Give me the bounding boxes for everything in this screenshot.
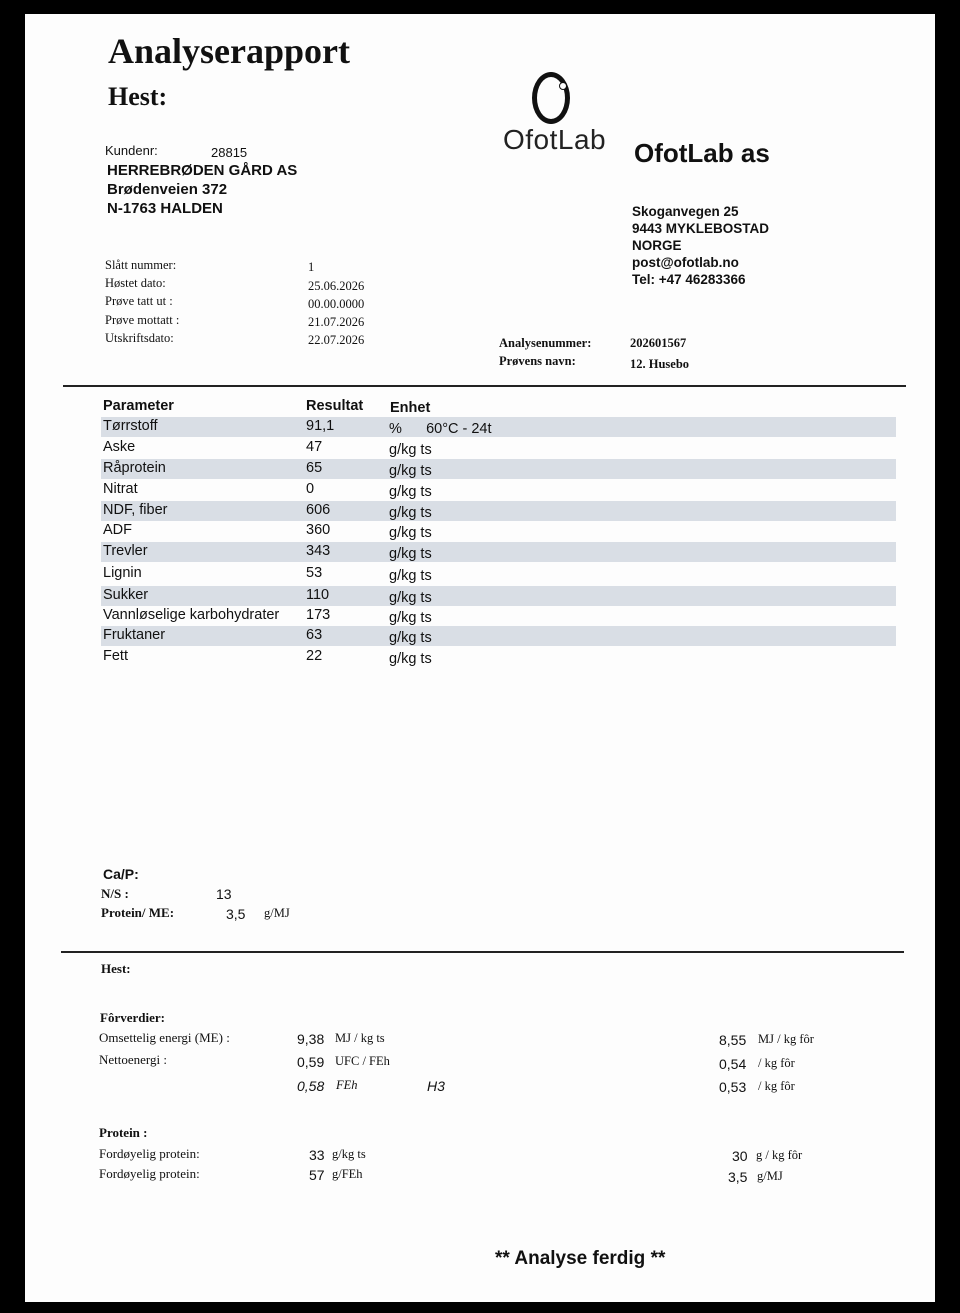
meta-value: 22.07.2026 (308, 333, 365, 347)
protein-unit-right: g/MJ (757, 1169, 783, 1183)
lab-address-line: NORGE (632, 238, 682, 253)
ns-value: 13 (216, 886, 232, 902)
customer-street: Brødenveien 372 (107, 181, 228, 198)
protein-me-value: 3,5 (226, 906, 246, 922)
meta-value: 00.00.0000 (308, 297, 365, 311)
column-header-parameter: Parameter (103, 398, 174, 414)
protein-label: Fordøyelig protein: (99, 1146, 200, 1161)
parameter-cell: Vannløselige karbohydrater (103, 607, 280, 623)
section-hest: Hest: (101, 961, 131, 976)
parameter-cell: Fruktaner (103, 627, 166, 643)
unit-cell: g/kg ts (389, 651, 432, 667)
unit-cell: g/kg ts (389, 505, 432, 521)
divider (63, 385, 906, 387)
ca-p-label: Ca/P: (103, 866, 139, 882)
divider (61, 951, 904, 953)
unit-cell: g/kg ts (389, 568, 432, 584)
table-row (101, 606, 896, 626)
meta-label: Prøve tatt ut : (105, 294, 173, 308)
unit-cell: % 60°C - 24t (389, 421, 492, 437)
lab-name: OfotLab as (634, 138, 770, 168)
meta-value: 25.06.2026 (308, 279, 365, 293)
unit-cell: g/kg ts (389, 630, 432, 646)
result-cell: 91,1 (306, 418, 335, 434)
parameter-cell: Lignin (103, 565, 142, 581)
lab-address-line: Skoganvegen 25 (632, 204, 739, 219)
table-row (101, 647, 896, 667)
column-header-unit: Enhet (390, 400, 431, 416)
parameter-cell: NDF, fiber (103, 502, 168, 518)
unit-cell: g/kg ts (389, 525, 432, 541)
parameter-cell: Trevler (103, 543, 148, 559)
result-cell: 173 (306, 607, 331, 623)
lab-address-line: 9443 MYKLEBOSTAD (632, 221, 770, 236)
analysis-number: 202601567 (630, 336, 687, 350)
report-title: Analyserapport (108, 31, 350, 71)
parameter-cell: ADF (103, 522, 132, 538)
parameter-cell: Tørrstoff (103, 418, 158, 434)
ufc-unit-right: / kg fôr (758, 1056, 795, 1070)
unit-cell: g/kg ts (389, 463, 432, 479)
feh-unit: FEh (336, 1078, 358, 1092)
protein-label: Fordøyelig protein: (99, 1166, 200, 1181)
customer-city: N-1763 HALDEN (107, 200, 223, 217)
me-label: Omsettelig energi (ME) : (99, 1030, 230, 1045)
table-row (101, 564, 896, 584)
meta-value: 21.07.2026 (308, 315, 365, 329)
protein-value: 33 (309, 1147, 325, 1163)
result-cell: 0 (306, 481, 315, 497)
table-row (101, 459, 896, 479)
result-cell: 360 (306, 522, 331, 538)
protein-unit-right: g / kg fôr (756, 1148, 803, 1162)
result-cell: 63 (306, 627, 323, 643)
lab-phone: Tel: +47 46283366 (632, 272, 746, 287)
section-protein: Protein : (99, 1125, 148, 1140)
protein-value-right: 3,5 (728, 1169, 748, 1185)
parameter-cell: Nitrat (103, 481, 138, 497)
sample-name: 12. Husebo (630, 357, 690, 371)
analysis-number-label: Analysenummer: (499, 336, 592, 350)
result-cell: 65 (306, 460, 323, 476)
parameter-cell: Sukker (103, 587, 149, 603)
meta-label: Prøve mottatt : (105, 313, 180, 327)
unit-cell: g/kg ts (389, 590, 432, 606)
parameter-cell: Råprotein (103, 460, 166, 476)
report-subtitle: Hest: (108, 82, 168, 111)
protein-me-unit: g/MJ (264, 906, 290, 920)
table-row (101, 586, 896, 606)
column-header-result: Resultat (306, 398, 364, 414)
result-cell: 53 (306, 565, 323, 581)
logo-text: OfotLab (503, 124, 607, 155)
sample-name-label: Prøvens navn: (499, 354, 576, 368)
unit-cell: g/kg ts (389, 442, 432, 458)
result-cell: 47 (306, 439, 323, 455)
report-page (25, 14, 935, 1302)
parameter-cell: Aske (103, 439, 136, 455)
feh-value-right: 0,53 (719, 1079, 747, 1095)
ufc-value-right: 0,54 (719, 1056, 747, 1072)
result-cell: 343 (306, 543, 331, 559)
result-cell: 22 (306, 648, 323, 664)
unit-cell: g/kg ts (389, 484, 432, 500)
me-unit: MJ / kg ts (335, 1031, 385, 1045)
feh-unit-right: / kg fôr (758, 1079, 795, 1093)
table-row (101, 480, 896, 500)
protein-value: 57 (309, 1167, 325, 1183)
lab-email: post@ofotlab.no (632, 255, 739, 270)
h3-label: H3 (427, 1078, 445, 1094)
protein-me-label: Protein/ ME: (101, 905, 175, 920)
me-value: 9,38 (297, 1031, 325, 1047)
ns-label: N/S : (101, 886, 129, 901)
me-value-right: 8,55 (719, 1032, 747, 1048)
feh-value: 0,58 (297, 1078, 325, 1094)
meta-label: Høstet dato: (105, 276, 166, 290)
table-row (101, 542, 896, 562)
table-row (101, 417, 896, 437)
analysis-status-footer: ** Analyse ferdig ** (495, 1248, 666, 1269)
customer-name: HERREBRØDEN GÅRD AS (107, 162, 298, 179)
protein-unit: g/FEh (332, 1167, 363, 1181)
table-row (101, 626, 896, 646)
table-row (101, 438, 896, 458)
parameter-cell: Fett (103, 648, 128, 664)
meta-value: 1 (308, 260, 315, 274)
unit-cell: g/kg ts (389, 610, 432, 626)
table-row (101, 521, 896, 541)
result-cell: 110 (306, 587, 330, 603)
ufc-unit: UFC / FEh (335, 1054, 390, 1068)
ufc-value: 0,59 (297, 1054, 325, 1070)
customer-number: 28815 (211, 145, 248, 160)
netto-label: Nettoenergi : (99, 1052, 167, 1067)
meta-label: Slått nummer: (105, 258, 177, 272)
protein-unit: g/kg ts (332, 1147, 366, 1161)
unit-cell: g/kg ts (389, 546, 432, 562)
meta-label: Utskriftsdato: (105, 331, 174, 345)
table-row (101, 501, 896, 521)
result-cell: 606 (306, 502, 331, 518)
me-unit-right: MJ / kg fôr (758, 1032, 814, 1046)
customer-number-label: Kundenr: (105, 143, 158, 158)
protein-value-right: 30 (732, 1148, 748, 1164)
section-forverdier: Fôrverdier: (100, 1010, 165, 1025)
